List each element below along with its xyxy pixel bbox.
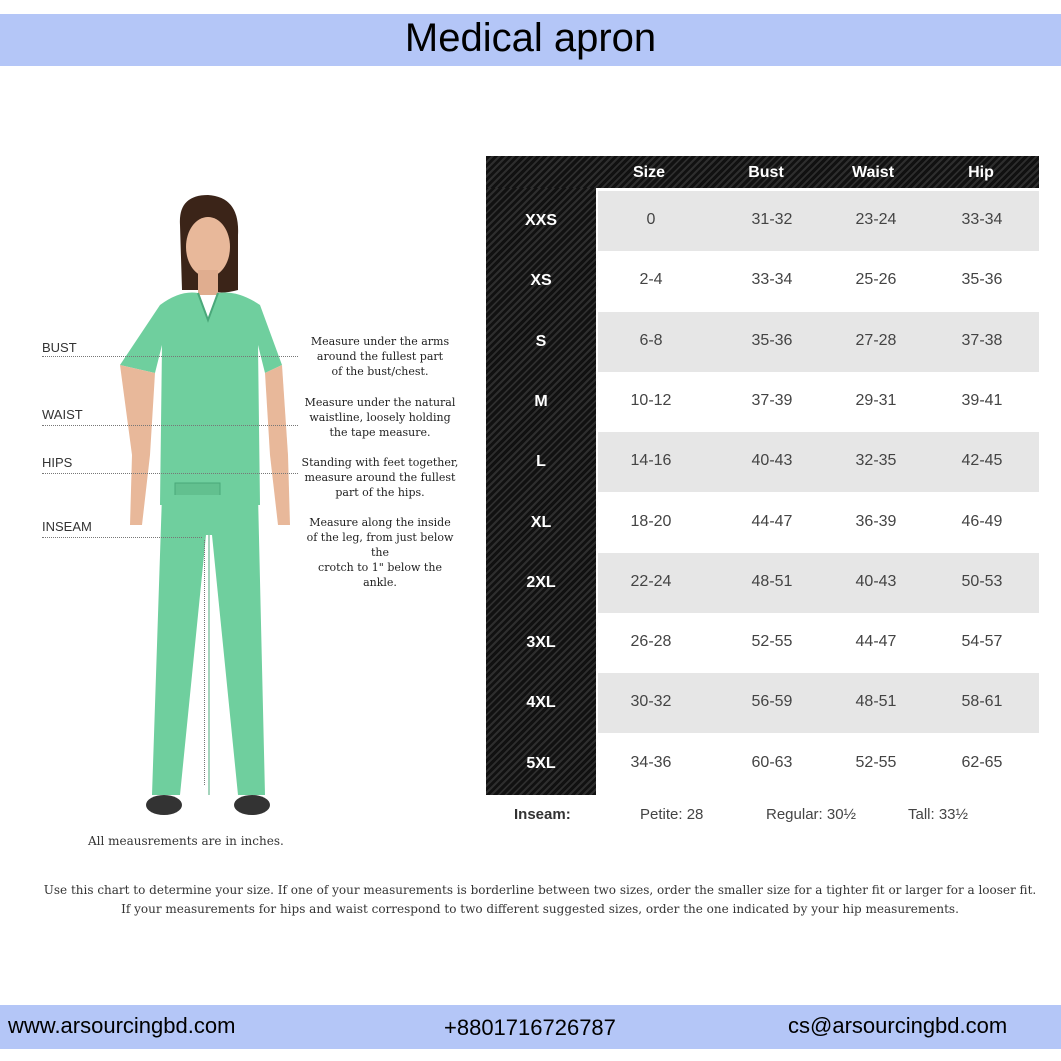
waist-cell: 27-28 <box>855 332 897 349</box>
hip-cell: 39-41 <box>961 392 1003 409</box>
phone-number[interactable]: +8801716726787 <box>444 1015 616 1040</box>
inseam-tall: Tall: 33½ <box>908 806 969 823</box>
size-label: 2XL <box>526 574 556 591</box>
hip-cell: 50-53 <box>961 573 1003 590</box>
sizing-note-line-1: Use this chart to determine your size. If one of your measurements is borderline between two sizes, order the smaller size for a tighter fit or larger for a looser fit. <box>43 883 1037 897</box>
hip-cell: 46-49 <box>961 513 1003 530</box>
hip-cell: 42-45 <box>961 452 1003 469</box>
hips-description: Standing with feet together, measure around the fullest part of the hips. <box>301 456 459 499</box>
inseam-vertical-line <box>204 540 205 785</box>
title-banner <box>0 14 1061 66</box>
hip-cell: 54-57 <box>961 633 1003 650</box>
units-note: All meausrements are in inches. <box>88 834 284 848</box>
inseam-regular: Regular: 30½ <box>766 806 857 823</box>
contact-banner <box>0 1005 1061 1049</box>
bust-cell: 31-32 <box>751 211 793 228</box>
waist-description: Measure under the natural waistline, loosely holding the tape measure. <box>304 396 456 439</box>
size-number-cell: 6-8 <box>639 332 663 349</box>
website-link[interactable]: www.arsourcingbd.com <box>8 1013 236 1038</box>
bust-description: Measure under the arms around the fullest part of the bust/chest. <box>310 335 450 378</box>
size-number-cell: 30-32 <box>630 693 672 710</box>
inseam-label: INSEAM <box>42 519 92 534</box>
size-number-cell: 26-28 <box>630 633 672 650</box>
bust-cell: 33-34 <box>751 271 793 288</box>
size-label: 5XL <box>526 755 556 772</box>
hip-cell: 33-34 <box>961 211 1003 228</box>
page-title: Medical apron <box>404 16 657 60</box>
inseam-description: Measure along the inside of the leg, from just below the crotch to 1" below the ankle. <box>306 516 454 589</box>
size-number-cell: 2-4 <box>639 271 663 288</box>
waist-cell: 32-35 <box>855 452 897 469</box>
sizing-note <box>40 881 1040 919</box>
hip-cell: 58-61 <box>961 693 1003 710</box>
waist-cell: 23-24 <box>855 211 897 228</box>
size-label: 4XL <box>526 694 556 711</box>
bust-label: BUST <box>42 340 77 355</box>
waist-guide-line <box>42 425 298 426</box>
bust-cell: 35-36 <box>751 332 793 349</box>
bust-guide-line <box>42 356 298 357</box>
waist-cell: 40-43 <box>855 573 897 590</box>
waist-cell: 36-39 <box>855 513 897 530</box>
model-figure <box>120 195 300 835</box>
header-bust: Bust <box>748 164 784 181</box>
bust-cell: 56-59 <box>751 693 793 710</box>
sizing-note-line-2: If your measurements for hips and waist correspond to two different suggested sizes, order the one indicated by your hip measurements. <box>121 902 959 916</box>
hips-guide-line <box>42 473 298 474</box>
inseam-row-label: Inseam: <box>514 806 571 823</box>
waist-cell: 48-51 <box>855 693 897 710</box>
table-header-bar <box>486 156 1039 188</box>
size-label: XL <box>530 514 552 531</box>
size-number-cell: 14-16 <box>630 452 672 469</box>
size-label: L <box>536 453 546 470</box>
header-hip: Hip <box>968 164 994 181</box>
header-waist: Waist <box>851 164 895 181</box>
size-number-cell: 18-20 <box>630 513 672 530</box>
bust-cell: 48-51 <box>751 573 793 590</box>
inseam-petite: Petite: 28 <box>640 806 704 823</box>
hip-cell: 37-38 <box>961 332 1003 349</box>
bust-cell: 60-63 <box>751 754 793 771</box>
waist-cell: 52-55 <box>855 754 897 771</box>
email-link[interactable]: cs@arsourcingbd.com <box>788 1013 1008 1038</box>
inseam-guide-line <box>42 537 202 538</box>
size-label: M <box>534 393 548 410</box>
size-number-cell: 10-12 <box>630 392 672 409</box>
bust-cell: 40-43 <box>751 452 793 469</box>
size-label: XS <box>530 272 552 289</box>
header-size: Size <box>632 164 665 181</box>
hips-label: HIPS <box>42 455 73 470</box>
size-number-cell: 22-24 <box>630 573 672 590</box>
waist-cell: 25-26 <box>855 271 897 288</box>
bust-cell: 37-39 <box>751 392 793 409</box>
size-label: S <box>535 333 547 350</box>
hip-cell: 35-36 <box>961 271 1003 288</box>
size-number-cell: 0 <box>646 211 656 228</box>
size-number-cell: 34-36 <box>630 754 672 771</box>
size-label: XXS <box>524 212 557 229</box>
waist-cell: 44-47 <box>855 633 897 650</box>
waist-cell: 29-31 <box>855 392 897 409</box>
bust-cell: 52-55 <box>751 633 793 650</box>
bust-cell: 44-47 <box>751 513 793 530</box>
hip-cell: 62-65 <box>961 754 1003 771</box>
waist-label: WAIST <box>42 407 83 422</box>
size-label: 3XL <box>526 634 556 651</box>
